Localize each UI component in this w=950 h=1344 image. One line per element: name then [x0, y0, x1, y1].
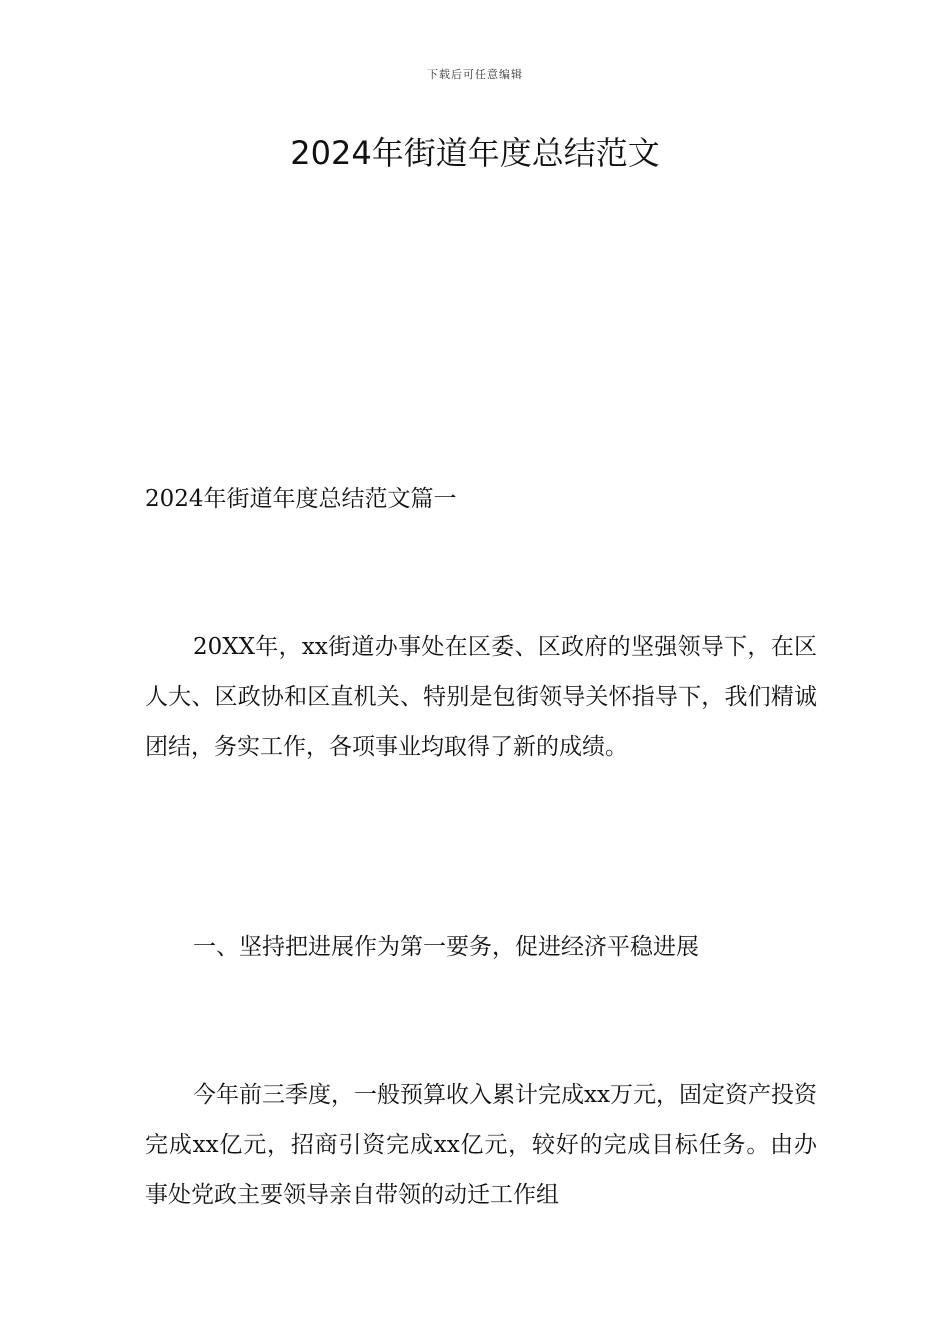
page-title: 2024年街道年度总结范文 [290, 134, 660, 172]
paragraph-heading-one: 一、坚持把进展作为第一要务，促进经济平稳进展 [193, 934, 699, 960]
section-heading: 2024年街道年度总结范文篇一 [145, 486, 457, 512]
header-note: 下载后可任意编辑 [427, 68, 523, 81]
paragraph-quarter-results: 今年前三季度，一般预算收入累计完成xx万元，固定资产投资完成xx亿元，招商引资完成xx亿元，较好的完成目标任务。由办事处党政主要领导亲自带领的动迁工作组 [145, 1082, 817, 1208]
paragraph-intro: 20XX年，xx街道办事处在区委、区政府的坚强领导下，在区人大、区政协和区直机关、特别是包街领导关怀指导下，我们精诚团结，务实工作，各项事业均取得了新的成绩。 [145, 634, 817, 760]
